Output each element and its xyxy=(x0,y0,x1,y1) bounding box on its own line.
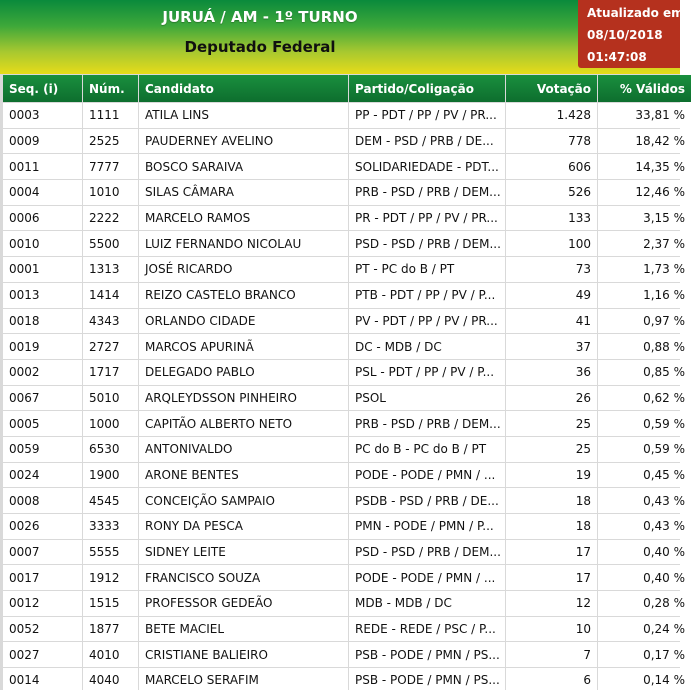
cell-candidato: JOSÉ RICARDO xyxy=(139,257,348,282)
cell-votacao: 778 xyxy=(506,129,597,154)
cell-candidato: ARONE BENTES xyxy=(139,463,348,488)
cell-partido: PMN - PODE / PMN / P... xyxy=(349,514,505,539)
cell-validos: 1,73 % xyxy=(598,257,691,282)
cell-partido: DC - MDB / DC xyxy=(349,334,505,359)
cell-candidato: CONCEIÇÃO SAMPAIO xyxy=(139,488,348,513)
cell-num: 5500 xyxy=(83,231,138,256)
cell-votacao: 18 xyxy=(506,514,597,539)
table-row[interactable] xyxy=(3,540,691,565)
cell-candidato: BETE MACIEL xyxy=(139,617,348,642)
cell-candidato: MARCOS APURINÃ xyxy=(139,334,348,359)
cell-votacao: 10 xyxy=(506,617,597,642)
cell-votacao: 100 xyxy=(506,231,597,256)
cell-seq: 0004 xyxy=(3,180,82,205)
cell-candidato: CAPITÃO ALBERTO NETO xyxy=(139,411,348,436)
cell-seq: 0059 xyxy=(3,437,82,462)
cell-candidato: ORLANDO CIDADE xyxy=(139,309,348,334)
office-subtitle: Deputado Federal xyxy=(184,38,336,56)
cell-num: 1900 xyxy=(83,463,138,488)
cell-seq: 0007 xyxy=(3,540,82,565)
cell-validos: 0,28 % xyxy=(598,591,691,616)
cell-partido: PODE - PODE / PMN / ... xyxy=(349,463,505,488)
cell-candidato: ANTONIVALDO xyxy=(139,437,348,462)
results-table xyxy=(2,74,692,694)
cell-seq: 0003 xyxy=(3,103,82,128)
cell-validos: 0,14 % xyxy=(598,668,691,693)
updated-timestamp-box xyxy=(578,0,684,68)
table-body xyxy=(3,103,691,693)
table-row[interactable] xyxy=(3,463,691,488)
cell-seq: 0024 xyxy=(3,463,82,488)
table-row[interactable] xyxy=(3,617,691,642)
cell-seq: 0013 xyxy=(3,283,82,308)
cell-candidato: PROFESSOR GEDEÃO xyxy=(139,591,348,616)
table-row[interactable] xyxy=(3,283,691,308)
cell-validos: 0,40 % xyxy=(598,565,691,590)
cell-num: 1111 xyxy=(83,103,138,128)
cell-candidato: FRANCISCO SOUZA xyxy=(139,565,348,590)
table-row[interactable] xyxy=(3,386,691,411)
cell-candidato: RONY DA PESCA xyxy=(139,514,348,539)
cell-votacao: 49 xyxy=(506,283,597,308)
table-row[interactable] xyxy=(3,514,691,539)
table-row[interactable] xyxy=(3,206,691,231)
column-header-seq[interactable]: Seq. (i) xyxy=(3,75,82,102)
cell-validos: 0,43 % xyxy=(598,514,691,539)
updated-label: Atualizado em xyxy=(587,6,684,20)
cell-partido: PSOL xyxy=(349,386,505,411)
cell-candidato: MARCELO SERAFIM xyxy=(139,668,348,693)
cell-seq: 0010 xyxy=(3,231,82,256)
cell-seq: 0009 xyxy=(3,129,82,154)
cell-validos: 14,35 % xyxy=(598,154,691,179)
cell-num: 1010 xyxy=(83,180,138,205)
cell-votacao: 17 xyxy=(506,565,597,590)
cell-validos: 0,24 % xyxy=(598,617,691,642)
cell-seq: 0006 xyxy=(3,206,82,231)
column-header-candidato[interactable]: Candidato xyxy=(139,75,348,102)
table-row[interactable] xyxy=(3,668,691,693)
table-row[interactable] xyxy=(3,180,691,205)
cell-votacao: 19 xyxy=(506,463,597,488)
cell-validos: 3,15 % xyxy=(598,206,691,231)
table-header-row xyxy=(3,75,691,102)
table-row[interactable] xyxy=(3,309,691,334)
cell-partido: PSDB - PSD / PRB / DE... xyxy=(349,488,505,513)
cell-partido: PSD - PSD / PRB / DEM... xyxy=(349,231,505,256)
cell-partido: PSL - PDT / PP / PV / P... xyxy=(349,360,505,385)
results-table-container xyxy=(0,74,685,690)
cell-partido: PV - PDT / PP / PV / PR... xyxy=(349,309,505,334)
cell-num: 7777 xyxy=(83,154,138,179)
cell-num: 1912 xyxy=(83,565,138,590)
table-row[interactable] xyxy=(3,591,691,616)
cell-seq: 0026 xyxy=(3,514,82,539)
cell-seq: 0052 xyxy=(3,617,82,642)
cell-num: 5555 xyxy=(83,540,138,565)
cell-votacao: 73 xyxy=(506,257,597,282)
cell-candidato: REIZO CASTELO BRANCO xyxy=(139,283,348,308)
cell-num: 1717 xyxy=(83,360,138,385)
cell-num: 6530 xyxy=(83,437,138,462)
cell-num: 1000 xyxy=(83,411,138,436)
cell-validos: 18,42 % xyxy=(598,129,691,154)
cell-partido: PP - PDT / PP / PV / PR... xyxy=(349,103,505,128)
cell-votacao: 25 xyxy=(506,411,597,436)
cell-num: 4343 xyxy=(83,309,138,334)
table-row[interactable] xyxy=(3,103,691,128)
column-header-partido[interactable]: Partido/Coligação xyxy=(349,75,505,102)
cell-validos: 0,43 % xyxy=(598,488,691,513)
table-row[interactable] xyxy=(3,231,691,256)
cell-num: 4010 xyxy=(83,642,138,667)
cell-candidato: ATILA LINS xyxy=(139,103,348,128)
cell-votacao: 41 xyxy=(506,309,597,334)
cell-num: 1313 xyxy=(83,257,138,282)
cell-num: 5010 xyxy=(83,386,138,411)
table-row[interactable] xyxy=(3,411,691,436)
updated-time: 01:47:08 xyxy=(587,50,647,64)
table-row[interactable] xyxy=(3,642,691,667)
cell-num: 1877 xyxy=(83,617,138,642)
cell-validos: 2,37 % xyxy=(598,231,691,256)
cell-validos: 0,62 % xyxy=(598,386,691,411)
cell-validos: 0,40 % xyxy=(598,540,691,565)
cell-partido: PT - PC do B / PT xyxy=(349,257,505,282)
cell-partido: PSD - PSD / PRB / DEM... xyxy=(349,540,505,565)
column-header-votacao[interactable]: Votação xyxy=(506,75,597,102)
cell-validos: 0,45 % xyxy=(598,463,691,488)
table-row[interactable] xyxy=(3,257,691,282)
cell-partido: PRB - PSD / PRB / DEM... xyxy=(349,180,505,205)
table-row[interactable] xyxy=(3,154,691,179)
cell-seq: 0017 xyxy=(3,565,82,590)
cell-votacao: 606 xyxy=(506,154,597,179)
cell-seq: 0008 xyxy=(3,488,82,513)
cell-votacao: 17 xyxy=(506,540,597,565)
cell-candidato: ARQLEYDSSON PINHEIRO xyxy=(139,386,348,411)
cell-validos: 0,59 % xyxy=(598,411,691,436)
cell-candidato: SILAS CÂMARA xyxy=(139,180,348,205)
cell-votacao: 37 xyxy=(506,334,597,359)
cell-validos: 0,17 % xyxy=(598,642,691,667)
cell-seq: 0027 xyxy=(3,642,82,667)
cell-votacao: 36 xyxy=(506,360,597,385)
cell-partido: DEM - PSD / PRB / DE... xyxy=(349,129,505,154)
cell-votacao: 6 xyxy=(506,668,597,693)
cell-num: 2727 xyxy=(83,334,138,359)
cell-seq: 0014 xyxy=(3,668,82,693)
cell-seq: 0019 xyxy=(3,334,82,359)
cell-validos: 0,88 % xyxy=(598,334,691,359)
cell-votacao: 12 xyxy=(506,591,597,616)
table-row[interactable] xyxy=(3,334,691,359)
cell-partido: PRB - PSD / PRB / DEM... xyxy=(349,411,505,436)
table-row[interactable] xyxy=(3,437,691,462)
table-row[interactable] xyxy=(3,488,691,513)
cell-num: 2222 xyxy=(83,206,138,231)
cell-num: 4545 xyxy=(83,488,138,513)
cell-votacao: 25 xyxy=(506,437,597,462)
cell-seq: 0012 xyxy=(3,591,82,616)
cell-validos: 0,59 % xyxy=(598,437,691,462)
cell-votacao: 18 xyxy=(506,488,597,513)
page-title: JURUÁ / AM - 1º TURNO xyxy=(162,8,358,26)
column-header-num[interactable]: Núm. xyxy=(83,75,138,102)
cell-num: 3333 xyxy=(83,514,138,539)
cell-partido: PC do B - PC do B / PT xyxy=(349,437,505,462)
cell-num: 1414 xyxy=(83,283,138,308)
table-row[interactable] xyxy=(3,565,691,590)
cell-seq: 0067 xyxy=(3,386,82,411)
cell-validos: 33,81 % xyxy=(598,103,691,128)
cell-votacao: 7 xyxy=(506,642,597,667)
cell-validos: 1,16 % xyxy=(598,283,691,308)
cell-num: 4040 xyxy=(83,668,138,693)
cell-validos: 0,85 % xyxy=(598,360,691,385)
cell-validos: 0,97 % xyxy=(598,309,691,334)
cell-partido: PODE - PODE / PMN / ... xyxy=(349,565,505,590)
cell-seq: 0011 xyxy=(3,154,82,179)
cell-partido: PSB - PODE / PMN / PS... xyxy=(349,642,505,667)
cell-votacao: 526 xyxy=(506,180,597,205)
cell-votacao: 26 xyxy=(506,386,597,411)
cell-candidato: LUIZ FERNANDO NICOLAU xyxy=(139,231,348,256)
cell-partido: MDB - MDB / DC xyxy=(349,591,505,616)
cell-seq: 0005 xyxy=(3,411,82,436)
cell-votacao: 1.428 xyxy=(506,103,597,128)
cell-seq: 0018 xyxy=(3,309,82,334)
updated-date: 08/10/2018 xyxy=(587,28,663,42)
cell-partido: PR - PDT / PP / PV / PR... xyxy=(349,206,505,231)
table-row[interactable] xyxy=(3,360,691,385)
cell-candidato: BOSCO SARAIVA xyxy=(139,154,348,179)
cell-num: 1515 xyxy=(83,591,138,616)
cell-num: 2525 xyxy=(83,129,138,154)
column-header-validos[interactable]: % Válidos xyxy=(598,75,691,102)
table-row[interactable] xyxy=(3,129,691,154)
cell-votacao: 133 xyxy=(506,206,597,231)
cell-partido: SOLIDARIEDADE - PDT... xyxy=(349,154,505,179)
cell-candidato: CRISTIANE BALIEIRO xyxy=(139,642,348,667)
cell-candidato: PAUDERNEY AVELINO xyxy=(139,129,348,154)
cell-candidato: DELEGADO PABLO xyxy=(139,360,348,385)
cell-seq: 0002 xyxy=(3,360,82,385)
cell-partido: REDE - REDE / PSC / P... xyxy=(349,617,505,642)
cell-seq: 0001 xyxy=(3,257,82,282)
cell-candidato: MARCELO RAMOS xyxy=(139,206,348,231)
cell-partido: PTB - PDT / PP / PV / P... xyxy=(349,283,505,308)
cell-partido: PSB - PODE / PMN / PS... xyxy=(349,668,505,693)
cell-candidato: SIDNEY LEITE xyxy=(139,540,348,565)
cell-validos: 12,46 % xyxy=(598,180,691,205)
